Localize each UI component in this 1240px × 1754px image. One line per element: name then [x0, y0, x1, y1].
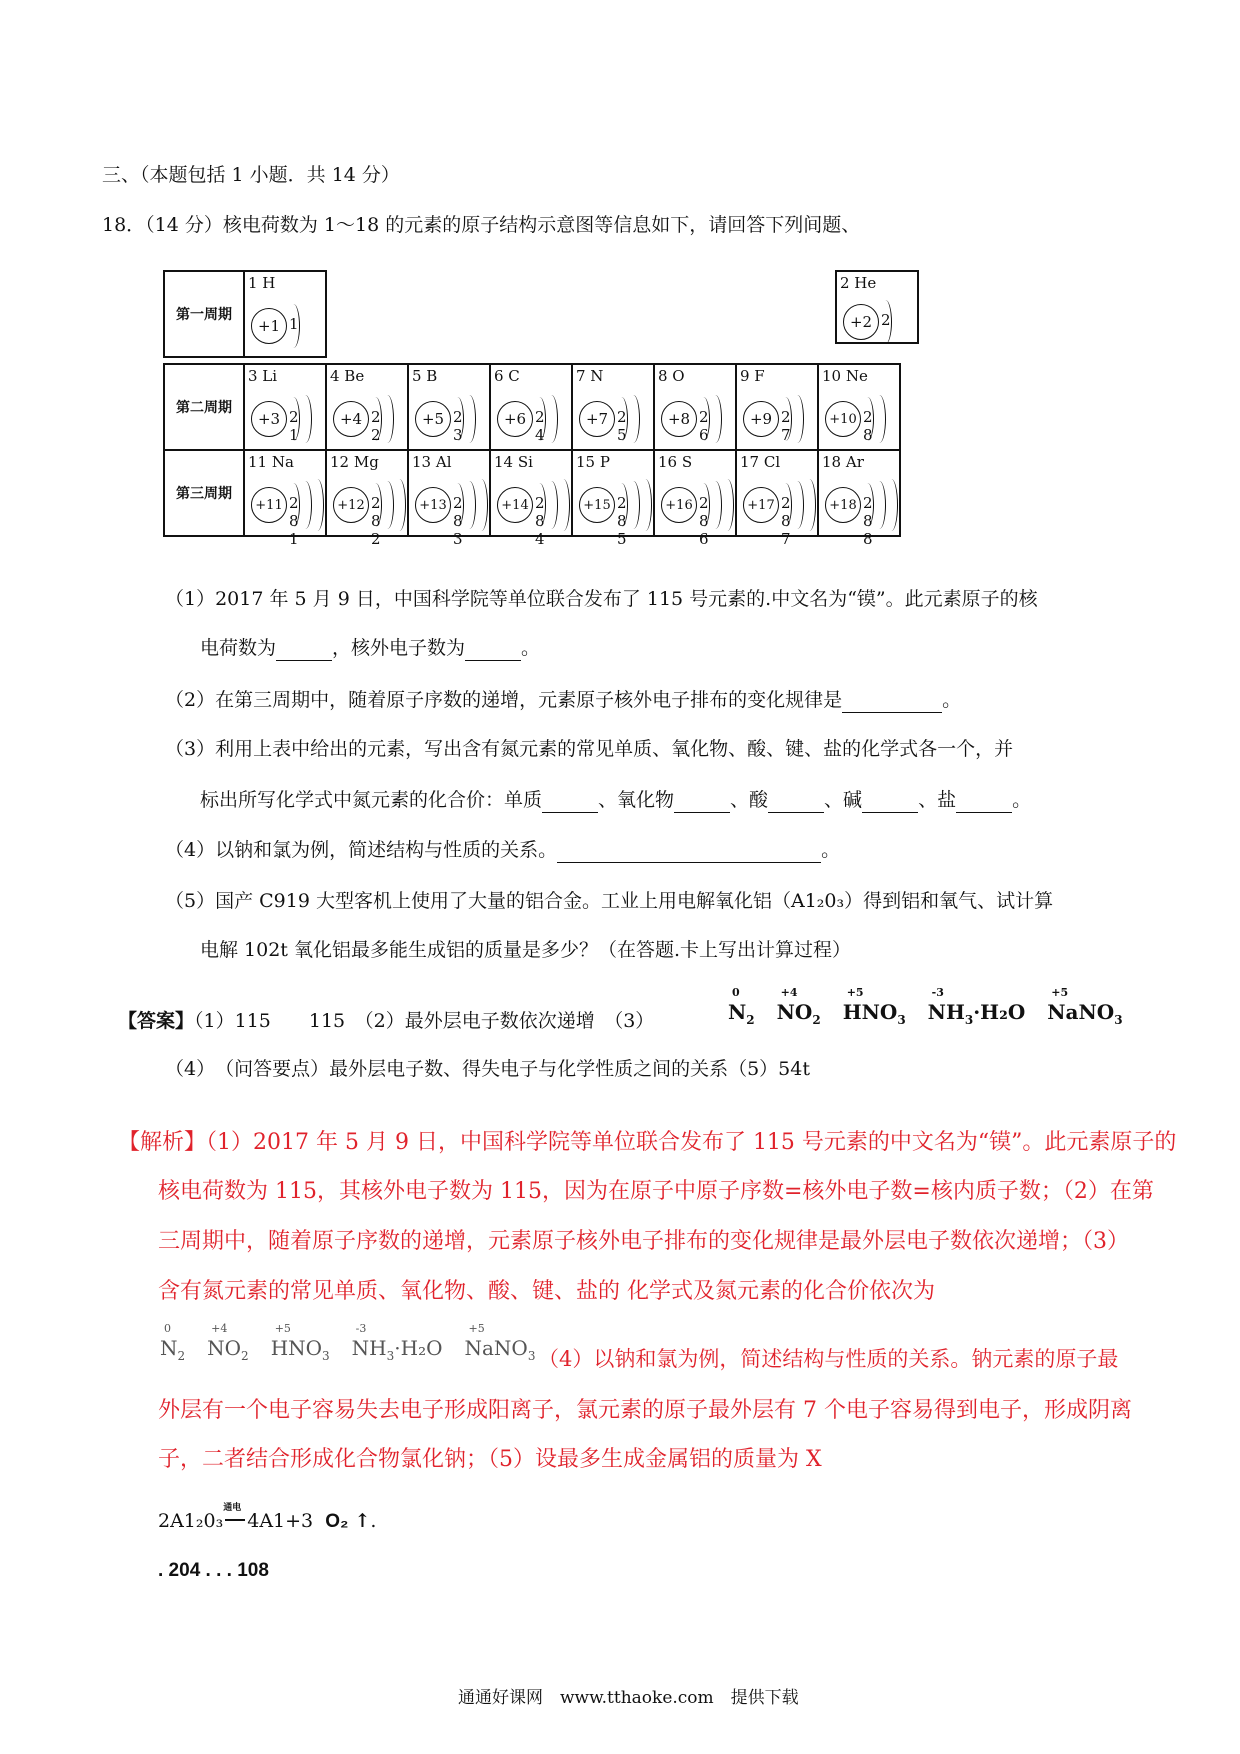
element-label: 5 B [412, 367, 438, 385]
formula-subscript: 2 [746, 1013, 755, 1027]
atom-diagram [415, 395, 489, 443]
formula-subscript: 3 [964, 1013, 974, 1027]
formula-with-valence [728, 986, 755, 1027]
answer-line-1 [118, 1008, 654, 1034]
element-cell [409, 365, 489, 449]
answer-line-2: （4） （问答要点）最外层电子数、得失电子与化学性质之间的关系（5）54t [165, 1058, 810, 1080]
element-label: 3 Li [248, 367, 278, 385]
analysis-line-6: 外层有一个电子容易失去电子形成阳离子，氯元素的原子最外层有 7 个电子容易得到电子，形成阴离 [158, 1398, 1132, 1423]
period-1-table [163, 270, 327, 358]
formula-base: HNO [842, 1000, 898, 1024]
atom-diagram [579, 395, 653, 443]
electron-config: 2 8 2 [371, 494, 387, 548]
q2-line [165, 687, 961, 713]
equation-dot: . [370, 1510, 377, 1532]
valence-mark: +5 [468, 1322, 485, 1335]
blank-nuclear-charge[interactable] [276, 640, 332, 661]
answer-part-1: （1）115 115 （2）最外层电子数依次递增 （3） [194, 1010, 655, 1032]
blank-pattern[interactable] [842, 692, 942, 713]
atom-diagram [415, 481, 489, 548]
analysis-formulas [160, 1322, 557, 1363]
electron-config: 2 [881, 311, 897, 329]
atom-diagram [251, 481, 325, 548]
formula-base: NO [776, 1000, 813, 1024]
atom-diagram [251, 302, 325, 350]
electron-config: 2 3 [453, 408, 469, 444]
q3-text-4: 、碱 [824, 789, 863, 811]
formula-subscript: 2 [812, 1013, 821, 1027]
q1-text-2: ，核外电子数为 [332, 637, 466, 659]
formula-base: NO [207, 1336, 242, 1360]
formula-with-valence [842, 986, 906, 1027]
element-cell-h [245, 272, 325, 356]
formula-base: N [728, 1000, 747, 1024]
equation-left: 2A1₂0₃ [158, 1510, 224, 1532]
valence-mark: +4 [780, 986, 798, 999]
equation-condition: 通电 [223, 1503, 242, 1513]
element-cell [327, 451, 407, 548]
question-stem: 18．（14 分）核电荷数为 1～18 的元素的原子结构示意图等信息如下，请回答下列间题、 [102, 214, 861, 236]
element-label: 14 Si [494, 453, 533, 471]
q1-line-a: （1）2017 年 5 月 9 日，中国科学院等单位联合发布了 115 号元素的.中文名为“镆”。此元素原子的核 [165, 588, 1038, 610]
element-label: 15 P [576, 453, 610, 471]
atom-diagram [497, 395, 571, 443]
formula-subscript: 3 [386, 1349, 395, 1363]
element-cell [245, 451, 325, 548]
period-1-he-table [835, 270, 919, 344]
q1-text-3: 。 [521, 637, 541, 659]
nucleus: +11 [251, 487, 287, 523]
formula-with-valence [776, 986, 821, 1027]
q3-text-2: 、氧化物 [598, 789, 675, 811]
valence-mark: -3 [931, 986, 944, 999]
formula-base: HNO [270, 1336, 323, 1360]
valence-mark: 0 [164, 1322, 171, 1335]
atom-diagram [843, 298, 917, 346]
section-header: 三、（本题包括 1 小题．共 14 分） [102, 164, 400, 186]
formula-subscript: 3 [1114, 1013, 1123, 1027]
nucleus: +9 [743, 401, 779, 437]
answer-label: 【答案】 [118, 1010, 195, 1032]
electron-config: 2 8 8 [863, 494, 879, 548]
element-cell [573, 451, 653, 548]
element-cell [819, 451, 899, 548]
formula-base: N [160, 1336, 178, 1360]
formula-base: NH [351, 1336, 387, 1360]
formula-base: NH [927, 1000, 965, 1024]
q5-line-a: （5）国产 C919 大型客机上使用了大量的铝合金。工业上用电解氧化铝（A1₂0₃）得到铝和氧气、试计算 [165, 890, 1054, 912]
q3-text-1: 标出所写化学式中氮元素的化合价：单质 [200, 789, 543, 811]
element-cell [245, 365, 325, 449]
chemical-equation [158, 1503, 377, 1533]
element-cell [655, 365, 735, 449]
electron-config: 2 4 [535, 408, 551, 444]
nucleus: +12 [333, 487, 369, 523]
element-label: 13 Al [412, 453, 452, 471]
analysis-line-4: 含有氮元素的常见单质、氧化物、酸、键、盐的 化学式及氮元素的化合价依次为 [158, 1279, 935, 1304]
element-cell [737, 365, 817, 449]
atom-diagram [579, 481, 653, 548]
atom-diagram [743, 395, 817, 443]
blank-salt[interactable] [956, 792, 1012, 813]
analysis-line-2: 核电荷数为 115，其核外电子数为 115，因为在原子中原子序数=核外电子数=核内质子数；（2）在第 [158, 1179, 1154, 1204]
formula-with-valence [1047, 986, 1123, 1027]
electron-config: 1 [289, 315, 305, 333]
formula-with-valence [927, 986, 1026, 1027]
q3-text-5: 、盐 [918, 789, 957, 811]
element-label: 12 Mg [330, 453, 379, 471]
analysis-line-1: 【解析】（1）2017 年 5 月 9 日，中国科学院等单位联合发布了 115 号元素的中文名为“镆”。此元素原子的 [118, 1130, 1177, 1155]
element-cell [409, 451, 489, 548]
row-label-period-3: 第三周期 [176, 486, 232, 502]
electron-config: 2 2 [371, 408, 387, 444]
element-cell-he [837, 272, 917, 342]
nucleus: +1 [251, 308, 287, 344]
element-cell [819, 365, 899, 449]
q4-line [165, 837, 840, 863]
element-cell [491, 365, 571, 449]
row-label-period-1: 第一周期 [176, 307, 232, 323]
period-2-3-table [163, 363, 901, 548]
element-label: 4 Be [330, 367, 365, 385]
element-label: 17 Cl [740, 453, 781, 471]
valence-mark: +5 [1051, 986, 1069, 999]
formula-tail: ·H₂O [973, 1000, 1026, 1024]
nucleus: +3 [251, 401, 287, 437]
equation-o2: O₂ [325, 1511, 349, 1532]
blank-structure-property[interactable] [557, 842, 821, 863]
analysis-line-5-tail: （4）以钠和氯为例，简述结构与性质的关系。钠元素的原子最 [538, 1347, 1119, 1371]
element-label: 2 He [840, 274, 877, 292]
electron-config: 2 8 1 [289, 494, 305, 548]
formula-base: NaNO [464, 1336, 528, 1360]
formula-subscript: 3 [897, 1013, 906, 1027]
formula-with-valence [160, 1322, 186, 1363]
valence-mark: +4 [211, 1322, 228, 1335]
electron-config: 2 8 4 [535, 494, 551, 548]
answer-formulas [728, 986, 1145, 1027]
element-label: 7 N [576, 367, 604, 385]
blank-electron-count[interactable] [465, 640, 521, 661]
formula-with-valence [351, 1322, 443, 1363]
nucleus: +14 [497, 487, 533, 523]
equation-right: 4A1+3 [247, 1510, 314, 1532]
valence-mark: -3 [355, 1322, 367, 1335]
nucleus: +6 [497, 401, 533, 437]
atom-diagram [661, 481, 735, 548]
electron-config: 2 8 5 [617, 494, 633, 548]
formula-subscript: 2 [241, 1349, 249, 1363]
analysis-line-7: 子，二者结合形成化合物氯化钠；（5）设最多生成金属铝的质量为 X [158, 1447, 822, 1472]
atom-diagram [333, 481, 407, 548]
element-label: 6 C [494, 367, 520, 385]
nucleus: +18 [825, 487, 861, 523]
row-label-period-2: 第二周期 [176, 400, 232, 416]
element-cell [573, 365, 653, 449]
nucleus: +7 [579, 401, 615, 437]
formula-with-valence [207, 1322, 249, 1363]
electron-config: 2 8 7 [781, 494, 797, 548]
valence-mark: +5 [846, 986, 864, 999]
q2-text-2: 。 [942, 689, 962, 711]
blank-element[interactable] [542, 792, 598, 813]
electron-config: 2 1 [289, 408, 305, 444]
valence-mark: 0 [732, 986, 740, 999]
q1-line-b [200, 635, 540, 661]
nucleus: +2 [843, 304, 879, 340]
q2-text-1: （2）在第三周期中，随着原子序数的递增，元素原子核外电子排布的变化规律是 [165, 689, 843, 711]
element-cell [737, 451, 817, 548]
blank-base[interactable] [862, 792, 918, 813]
valence-mark: +5 [274, 1322, 291, 1335]
q4-text-1: （4）以钠和氯为例，简述结构与性质的关系。 [165, 839, 558, 861]
atom-diagram [497, 481, 571, 548]
element-label: 11 Na [248, 453, 294, 471]
blank-acid[interactable] [768, 792, 824, 813]
formula-base: NaNO [1047, 1000, 1115, 1024]
nucleus: +13 [415, 487, 451, 523]
formula-with-valence [270, 1322, 330, 1363]
page-footer: 通通好课网 www.tthaoke.com 提供下载 [458, 1688, 799, 1708]
q4-text-2: 。 [821, 839, 841, 861]
formula-with-valence [464, 1322, 536, 1363]
element-label: 18 Ar [822, 453, 864, 471]
element-cell [491, 451, 571, 548]
formula-subscript: 3 [322, 1349, 330, 1363]
nucleus: +17 [743, 487, 779, 523]
atom-diagram [251, 395, 325, 443]
electron-config: 2 6 [699, 408, 715, 444]
element-label: 16 S [658, 453, 693, 471]
analysis-line-3: 三周期中，随着原子序数的递增，元素原子核外电子排布的变化规律是最外层电子数依次递增；（3） [158, 1229, 1130, 1254]
q1-text-1: 电荷数为 [200, 637, 277, 659]
nucleus: +15 [579, 487, 615, 523]
atom-diagram [825, 481, 899, 548]
nucleus: +16 [661, 487, 697, 523]
element-label: 9 F [740, 367, 765, 385]
equation-condition-wrap [223, 1503, 247, 1532]
nucleus: +10 [825, 401, 861, 437]
atom-diagram [661, 395, 735, 443]
formula-subscript: 3 [527, 1349, 536, 1363]
q3-text-6: 。 [1012, 789, 1032, 811]
q5-line-b: 电解 102t 氧化铝最多能生成铝的质量是多少？（在答题.卡上写出计算过程） [200, 939, 852, 961]
q3-text-3: 、酸 [730, 789, 769, 811]
q3-line-a: （3）利用上表中给出的元素，写出含有氮元素的常见单质、氧化物、酸、键、盐的化学式各一个，并 [165, 738, 1014, 760]
gas-arrow-icon: ↑ [354, 1510, 371, 1532]
nucleus: +8 [661, 401, 697, 437]
formula-subscript: 2 [177, 1349, 186, 1363]
atom-diagram [743, 481, 817, 548]
nucleus: +5 [415, 401, 451, 437]
electron-config: 2 5 [617, 408, 633, 444]
element-label: 10 Ne [822, 367, 868, 385]
formula-tail: ·H₂O [394, 1336, 443, 1360]
blank-oxide[interactable] [674, 792, 730, 813]
element-label: 8 O [658, 367, 685, 385]
electron-config: 2 8 6 [699, 494, 715, 548]
equation-masses: . 204 . . . 108 [158, 1560, 269, 1581]
q3-line-b [200, 787, 1031, 813]
nucleus: +4 [333, 401, 369, 437]
atom-diagram [333, 395, 407, 443]
element-cell [327, 365, 407, 449]
element-label: 1 H [248, 274, 276, 292]
electron-config: 2 8 3 [453, 494, 469, 548]
electron-config: 2 7 [781, 408, 797, 444]
atom-diagram [825, 395, 899, 443]
electron-config: 2 8 [863, 408, 879, 444]
element-cell [655, 451, 735, 548]
